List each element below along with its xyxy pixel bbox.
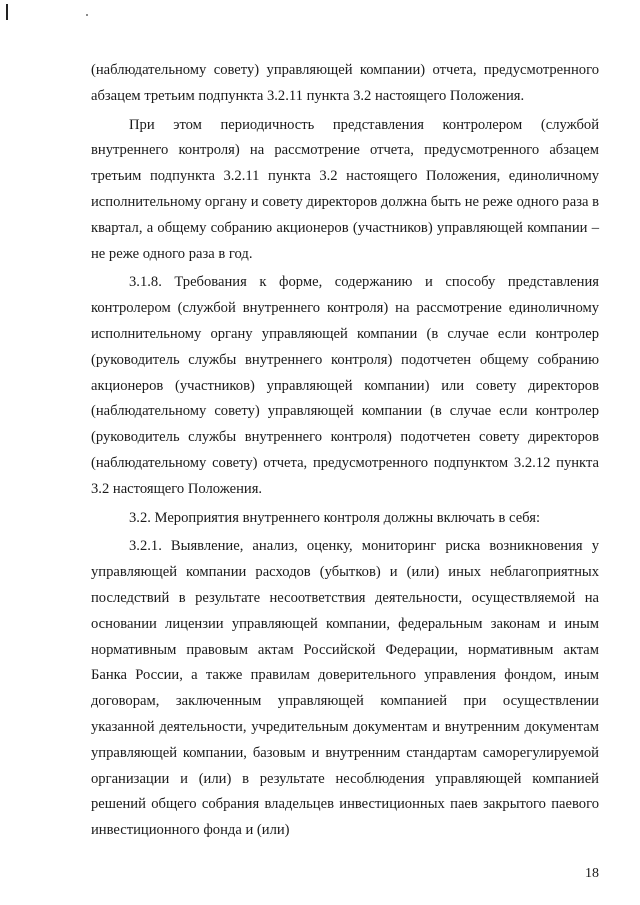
page-number: 18: [585, 866, 599, 881]
paragraph-3-2-1: 3.2.1. Выявление, анализ, оценку, мониторинг риска возникновения у управляющей компании расходов (убытков) и (или) иных неблагоприятных последствий в результате несоответствия деятельности, осуществляемой на основании лицензии управляющей компании, федеральным законам и иным нормативным правовым актам Российской Федерации, нормативным актам Банка России, а также правилам доверительного управления фондом, иным договорам, заключенным управляющей компанией при осуществлении указанной деятельности, учредительным документам и внутренним документам управляющей компании, базовым и внутренним стандартам саморегулируемой организации и (или) в результате несоблюдения управляющей компанией решений общего собрания владельцев инвестиционных паев закрытого паевого инвестиционного фонда и (или): [91, 538, 599, 839]
paragraph-3-2: 3.2. Мероприятия внутреннего контроля должны включать в себя:: [129, 509, 541, 526]
scan-edge-mark: [6, 4, 8, 20]
paragraph-continuation: (наблюдательному совету) управляющей компании) отчета, предусмотренного абзацем третьим подпункта 3.2.11 пункта 3.2 настоящего Положения.: [91, 62, 599, 104]
scan-speck: [86, 14, 88, 16]
paragraph-periodicity: При этом периодичность представления контролером (службой внутреннего контроля) на рассмотрение отчета, предусмотренного абзацем третьим подпункта 3.2.11 пункта 3.2 настоящего Положения, единоличному исполнительному органу и совету директоров должна быть не реже одного раза в квартал, а общему собранию акционеров (участников) управляющей компании – не реже одного раза в год.: [91, 116, 599, 262]
paragraph-3-1-8: 3.1.8. Требования к форме, содержанию и способу представления контролером (службой внутреннего контроля) на рассмотрение единоличному исполнительному органу управляющей компании (в случае если контролер (руководитель службы внутреннего контроля) подотчетен общему собранию акционеров (участников) управляющей компании) или совету директоров (наблюдательному совету) управляющей компании (в случае если контролер (руководитель службы внутреннего контроля) подотчетен совету директоров (наблюдательному совету) отчета, предусмотренного подпунктом 3.2.12 пункта 3.2 настоящего Положения.: [91, 274, 599, 497]
document-page: [91, 58, 599, 847]
